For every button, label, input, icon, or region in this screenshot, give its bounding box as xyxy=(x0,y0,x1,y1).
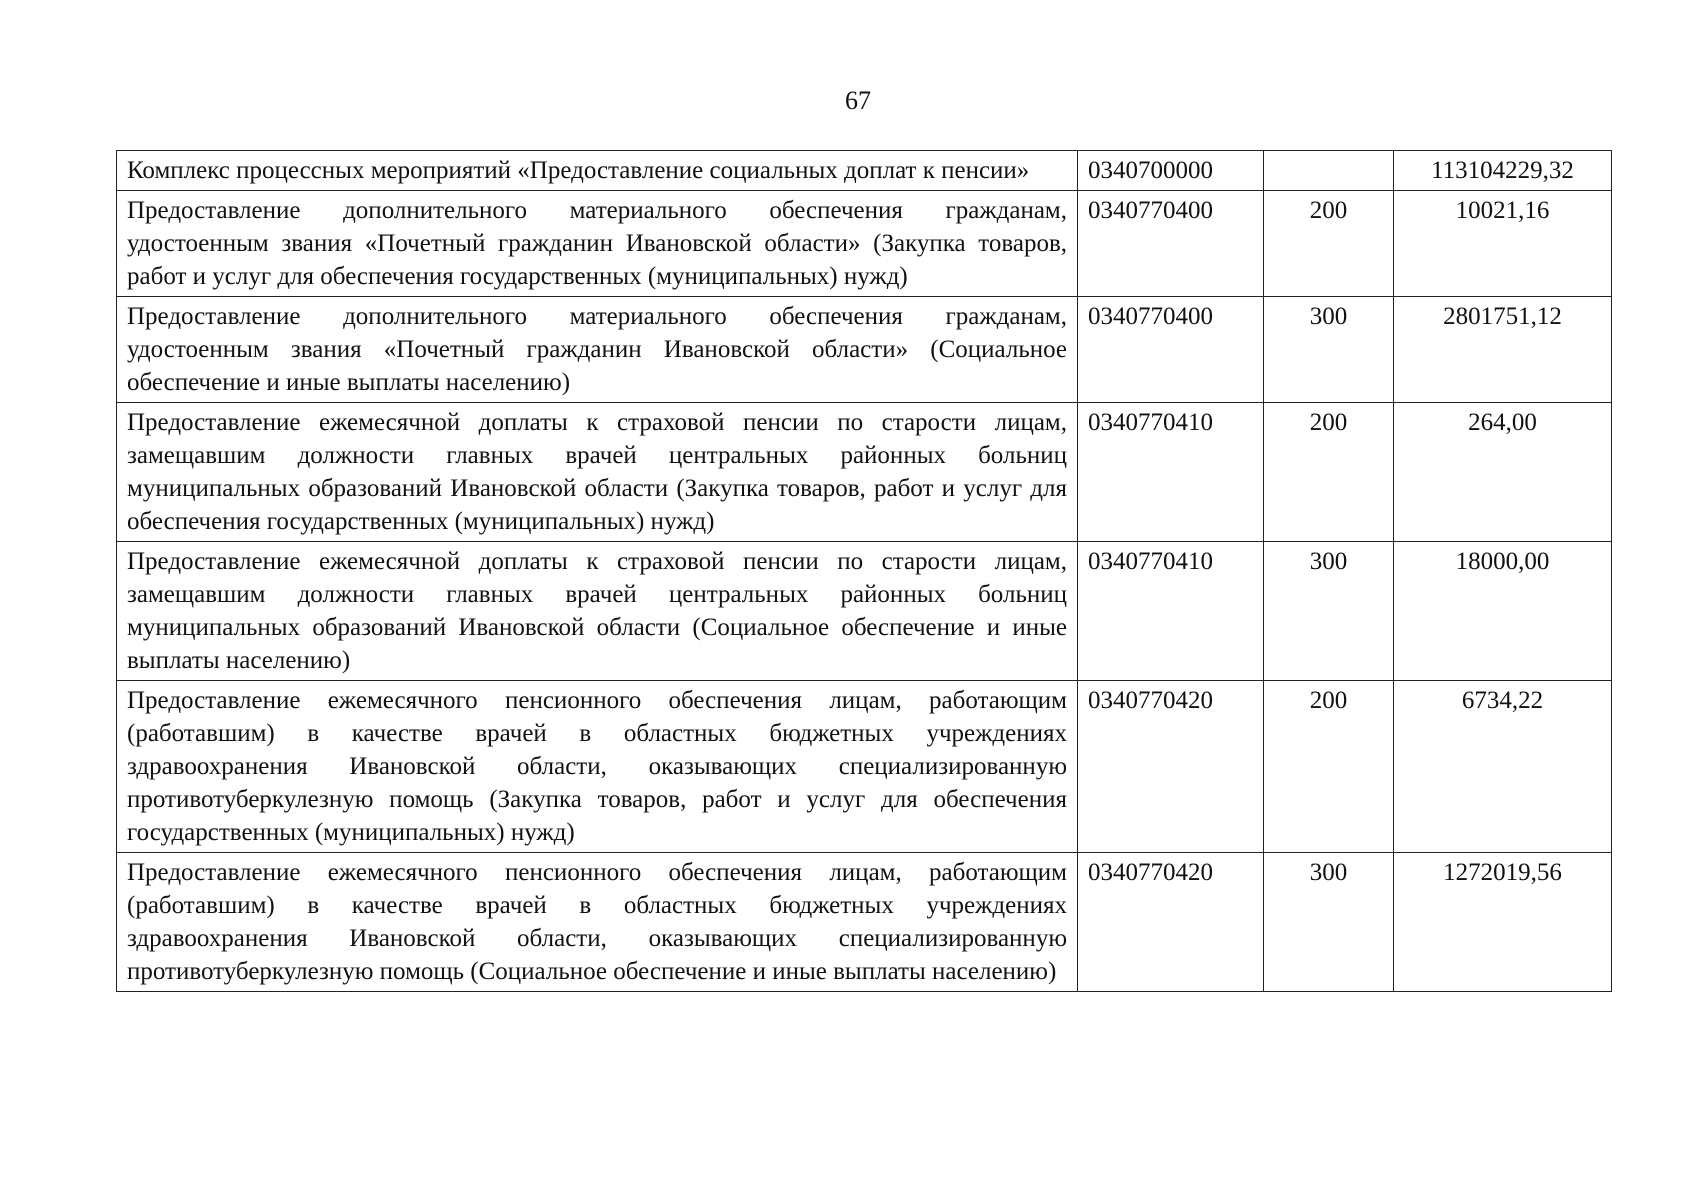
row-amount: 1272019,56 xyxy=(1394,853,1612,992)
page-number: 67 xyxy=(845,86,871,115)
table-row xyxy=(117,297,1612,403)
row-expense-type: 300 xyxy=(1264,853,1394,992)
row-target-code: 0340770410 xyxy=(1078,542,1264,681)
row-expense-type: 200 xyxy=(1264,191,1394,297)
row-amount: 2801751,12 xyxy=(1394,297,1612,403)
row-description: Комплекс процессных мероприятий «Предоставление социальных доплат к пенсии» xyxy=(117,151,1078,191)
table-row xyxy=(117,403,1612,542)
row-description: Предоставление дополнительного материального обеспечения гражданам, удостоенным звания «Почетный гражданин Ивановской области» (Закупка товаров, работ и услуг для обеспечения государственных (муниципальных) нужд) xyxy=(117,191,1078,297)
row-target-code: 0340770420 xyxy=(1078,853,1264,992)
table-row xyxy=(117,681,1612,853)
row-description: Предоставление дополнительного материального обеспечения гражданам, удостоенным звания «Почетный гражданин Ивановской области» (Социальное обеспечение и иные выплаты населению) xyxy=(117,297,1078,403)
row-description: Предоставление ежемесячного пенсионного обеспечения лицам, работающим (работавшим) в качестве врачей в областных бюджетных учреждениях здравоохранения Ивановской области, оказывающих специализированную противотуберкулезную помощь (Закупка товаров, работ и услуг для обеспечения государственных (муниципальных) нужд) xyxy=(117,681,1078,853)
table-row xyxy=(117,151,1612,191)
row-amount: 6734,22 xyxy=(1394,681,1612,853)
row-target-code: 0340770400 xyxy=(1078,191,1264,297)
row-description: Предоставление ежемесячной доплаты к страховой пенсии по старости лицам, замещавшим должности главных врачей центральных районных больниц муниципальных образований Ивановской области (Социальное обеспечение и иные выплаты населению) xyxy=(117,542,1078,681)
budget-table xyxy=(116,150,1612,992)
row-expense-type xyxy=(1264,151,1394,191)
row-expense-type: 200 xyxy=(1264,681,1394,853)
row-amount: 113104229,32 xyxy=(1394,151,1612,191)
row-expense-type: 300 xyxy=(1264,542,1394,681)
row-description: Предоставление ежемесячной доплаты к страховой пенсии по старости лицам, замещавшим должности главных врачей центральных районных больниц муниципальных образований Ивановской области (Закупка товаров, работ и услуг для обеспечения государственных (муниципальных) нужд) xyxy=(117,403,1078,542)
row-target-code: 0340770400 xyxy=(1078,297,1264,403)
table-row xyxy=(117,191,1612,297)
table-row xyxy=(117,542,1612,681)
row-target-code: 0340770420 xyxy=(1078,681,1264,853)
table-row xyxy=(117,853,1612,992)
row-expense-type: 200 xyxy=(1264,403,1394,542)
row-target-code: 0340770410 xyxy=(1078,403,1264,542)
row-description: Предоставление ежемесячного пенсионного обеспечения лицам, работающим (работавшим) в качестве врачей в областных бюджетных учреждениях здравоохранения Ивановской области, оказывающих специализированную противотуберкулезную помощь (Социальное обеспечение и иные выплаты населению) xyxy=(117,853,1078,992)
row-expense-type: 300 xyxy=(1264,297,1394,403)
row-amount: 264,00 xyxy=(1394,403,1612,542)
row-amount: 18000,00 xyxy=(1394,542,1612,681)
row-target-code: 0340700000 xyxy=(1078,151,1264,191)
row-amount: 10021,16 xyxy=(1394,191,1612,297)
